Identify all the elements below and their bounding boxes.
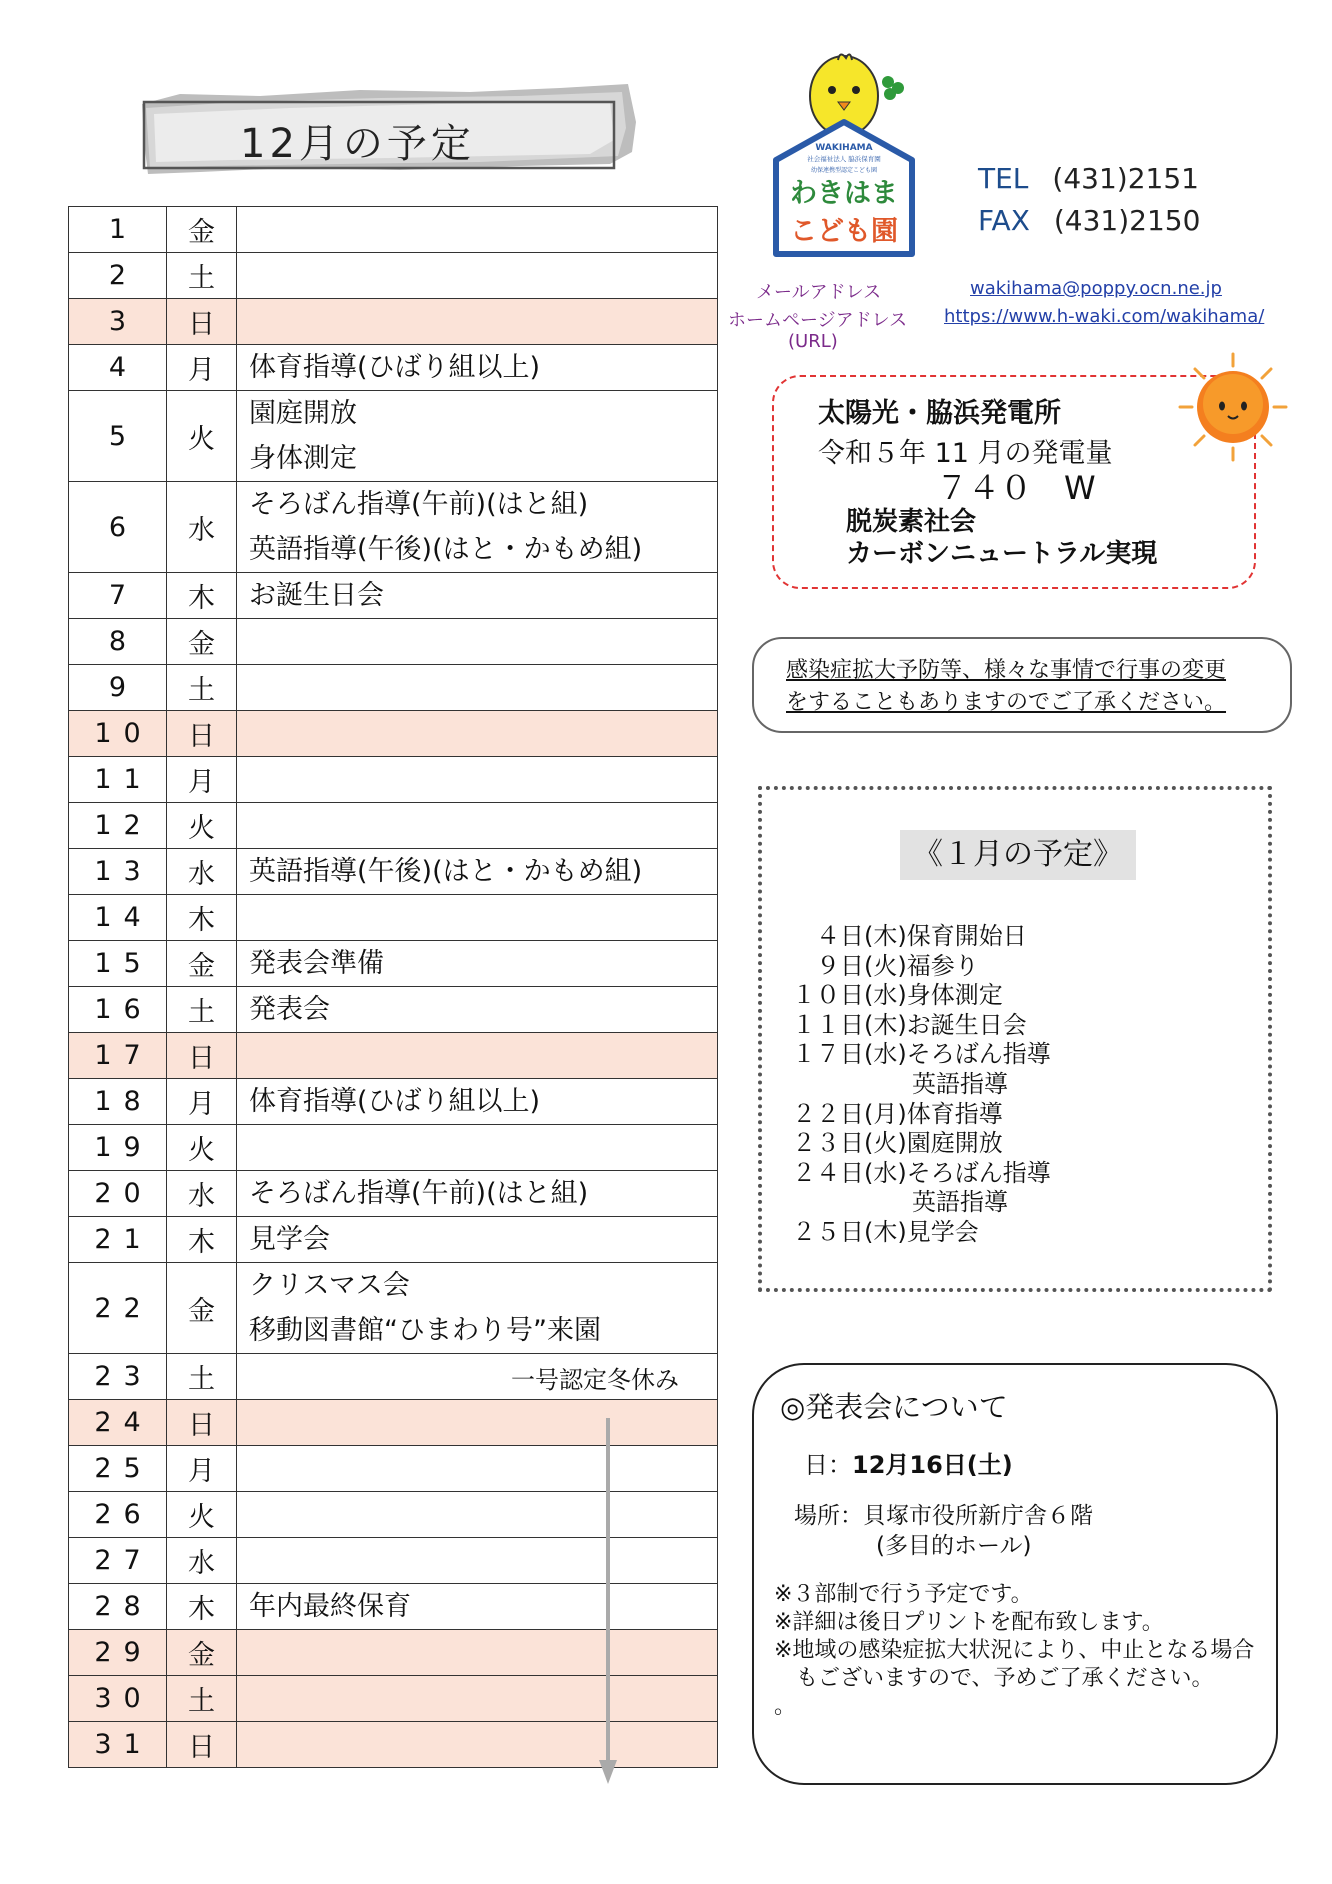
recital-place-label: 場所：: [794, 1503, 863, 1529]
schedule-event: 園庭開放: [249, 398, 357, 429]
schedule-event: 発表会: [249, 994, 330, 1025]
schedule-events: [237, 482, 718, 573]
holiday-label: 一号認定冬休み: [511, 1366, 679, 1394]
schedule-weekday: 日: [167, 1400, 237, 1446]
schedule-event: そろばん指導(午前)(はと組): [249, 489, 589, 520]
schedule-weekday: 木: [167, 573, 237, 619]
schedule-day: 22: [69, 1263, 167, 1354]
schedule-events: [237, 1079, 718, 1125]
schedule-row: [69, 1676, 718, 1722]
schedule-day: 11: [69, 757, 167, 803]
schedule-day: 10: [69, 711, 167, 757]
schedule-events: [237, 1217, 718, 1263]
schedule-row: [69, 1400, 718, 1446]
january-item: 英語指導: [792, 1069, 1008, 1098]
schedule-weekday: 金: [167, 619, 237, 665]
schedule-events: [237, 253, 718, 299]
schedule-event: 年内最終保育: [249, 1591, 411, 1622]
schedule-day: 12: [69, 803, 167, 849]
schedule-day: 5: [69, 391, 167, 482]
schedule-weekday: 月: [167, 757, 237, 803]
schedule-weekday: 火: [167, 1125, 237, 1171]
january-item: ２３日(火)園庭開放: [792, 1129, 1003, 1158]
schedule-day: 18: [69, 1079, 167, 1125]
solar-amount: ７４０ W: [936, 469, 1096, 507]
schedule-day: 7: [69, 573, 167, 619]
schedule-weekday: 金: [167, 941, 237, 987]
schedule-events: [237, 757, 718, 803]
schedule-day: 6: [69, 482, 167, 573]
school-logo: [770, 50, 918, 262]
schedule-day: 20: [69, 1171, 167, 1217]
schedule-row: [69, 391, 718, 482]
schedule-row: [69, 253, 718, 299]
january-schedule-box: [758, 786, 1272, 1292]
holiday-arrow: [598, 1418, 618, 1786]
schedule-events: [237, 391, 718, 482]
schedule-weekday: 水: [167, 849, 237, 895]
schedule-row: [69, 1079, 718, 1125]
schedule-row: [69, 1630, 718, 1676]
schedule-day: 3: [69, 299, 167, 345]
schedule-event: 体育指導(ひばり組以上): [249, 352, 541, 383]
schedule-row: [69, 1354, 718, 1400]
web-sub-label: (URL): [788, 331, 838, 352]
schedule-weekday: 金: [167, 207, 237, 253]
schedule-row: [69, 1722, 718, 1768]
january-list: [792, 922, 1051, 1248]
schedule-event: 発表会準備: [249, 948, 384, 979]
schedule-event: 体育指導(ひばり組以上): [249, 1086, 541, 1117]
schedule-weekday: 水: [167, 1171, 237, 1217]
schedule-event: 見学会: [249, 1224, 330, 1255]
january-item: ９日(火)福参り: [792, 951, 979, 980]
recital-note: ※地域の感染症拡大状況により、中止となる場合: [774, 1638, 1255, 1663]
notice-box: [752, 637, 1292, 733]
recital-note: 。: [774, 1694, 797, 1719]
schedule-day: 31: [69, 1722, 167, 1768]
schedule-weekday: 月: [167, 1446, 237, 1492]
tel-number: (431)2151: [1052, 162, 1199, 195]
schedule-weekday: 金: [167, 1263, 237, 1354]
schedule-day: 29: [69, 1630, 167, 1676]
schedule-row: [69, 665, 718, 711]
schedule-events: [237, 1400, 718, 1446]
solar-goal-1: 脱炭素社会: [846, 507, 977, 537]
schedule-weekday: 土: [167, 1354, 237, 1400]
svg-text:WAKIHAMA: WAKIHAMA: [815, 143, 873, 153]
schedule-events: [237, 803, 718, 849]
schedule-event: クリスマス会: [249, 1270, 410, 1301]
schedule-day: 21: [69, 1217, 167, 1263]
schedule-day: 13: [69, 849, 167, 895]
notice-line-1: 感染症拡大予防等、様々な事情で行事の変更: [786, 658, 1227, 683]
solar-title: 太陽光・脇浜発電所: [818, 398, 1061, 429]
notice-line-2: をすることもありますのでご了承ください。: [786, 690, 1227, 715]
title-banner: [140, 82, 640, 177]
schedule-weekday: 土: [167, 1676, 237, 1722]
schedule-events: [237, 1033, 718, 1079]
january-item: １０日(水)身体測定: [792, 981, 1003, 1010]
schedule-events: [237, 1538, 718, 1584]
schedule-weekday: 木: [167, 1217, 237, 1263]
schedule-weekday: 水: [167, 1538, 237, 1584]
schedule-day: 14: [69, 895, 167, 941]
schedule-day: 9: [69, 665, 167, 711]
schedule-row: [69, 1171, 718, 1217]
schedule-weekday: 月: [167, 1079, 237, 1125]
schedule-events: [237, 1676, 718, 1722]
page-title: 12月の予定: [240, 121, 475, 167]
schedule-day: 15: [69, 941, 167, 987]
schedule-row: [69, 849, 718, 895]
schedule-day: 17: [69, 1033, 167, 1079]
schedule-row: [69, 1538, 718, 1584]
solar-period: 令和５年 11 月の発電量: [818, 438, 1113, 469]
schedule-weekday: 土: [167, 665, 237, 711]
schedule-day: 26: [69, 1492, 167, 1538]
mail-label: メールアドレス: [756, 282, 882, 303]
schedule-row: [69, 1125, 718, 1171]
recital-info-box: [752, 1363, 1278, 1785]
schedule-weekday: 火: [167, 1492, 237, 1538]
schedule-row: [69, 573, 718, 619]
recital-note: ※詳細は後日プリントを配布致します。: [774, 1610, 1164, 1635]
schedule-events: [237, 619, 718, 665]
schedule-day: 24: [69, 1400, 167, 1446]
january-item: ２２日(月)体育指導: [792, 1099, 1003, 1128]
schedule-events: [237, 895, 718, 941]
recital-notes: [774, 1581, 1254, 1721]
tel-label: TEL: [978, 162, 1029, 195]
schedule-events: [237, 345, 718, 391]
schedule-row: [69, 1584, 718, 1630]
january-item: １１日(木)お誕生日会: [792, 1010, 1027, 1039]
svg-text:幼保連携型認定こども園: 幼保連携型認定こども園: [810, 167, 878, 174]
schedule-weekday: 土: [167, 253, 237, 299]
schedule-day: 23: [69, 1354, 167, 1400]
schedule-weekday: 日: [167, 1722, 237, 1768]
schedule-events: [237, 941, 718, 987]
schedule-events: [237, 207, 718, 253]
schedule-event: 英語指導(午後)(はと・かもめ組): [249, 856, 643, 887]
schedule-event: そろばん指導(午前)(はと組): [249, 1178, 589, 1209]
schedule-row: [69, 1446, 718, 1492]
schedule-day: 4: [69, 345, 167, 391]
schedule-day: 25: [69, 1446, 167, 1492]
schedule-row: [69, 207, 718, 253]
schedule-weekday: 水: [167, 482, 237, 573]
schedule-day: 27: [69, 1538, 167, 1584]
recital-date-line: [804, 1445, 1013, 1480]
recital-place-line: [794, 1497, 1093, 1530]
schedule-row: [69, 1492, 718, 1538]
schedule-events: [237, 1492, 718, 1538]
schedule-events: [237, 299, 718, 345]
schedule-day: 1: [69, 207, 167, 253]
web-link[interactable]: https://www.h-waki.com/wakihama/: [944, 306, 1265, 327]
schedule-events: [237, 1263, 718, 1354]
schedule-events: [237, 987, 718, 1033]
schedule-events: [237, 1446, 718, 1492]
schedule-event: 英語指導(午後)(はと・かもめ組): [249, 534, 643, 565]
schedule-events: [237, 1722, 718, 1768]
schedule-row: [69, 757, 718, 803]
schedule-row: [69, 482, 718, 573]
schedule-row: [69, 895, 718, 941]
schedule-weekday: 月: [167, 345, 237, 391]
recital-date: 12月16日(土): [852, 1451, 1013, 1479]
january-item: １７日(水)そろばん指導: [792, 1040, 1051, 1069]
schedule-row: [69, 1263, 718, 1354]
schedule-day: 30: [69, 1676, 167, 1722]
recital-date-label: 日：: [804, 1451, 852, 1479]
january-title: 《１月の予定》: [900, 830, 1136, 880]
schedule-day: 28: [69, 1584, 167, 1630]
schedule-event: 身体測定: [249, 443, 357, 474]
january-item: ４日(木)保育開始日: [792, 922, 1027, 950]
web-label: ホームページアドレス: [728, 310, 908, 331]
schedule-weekday: 日: [167, 299, 237, 345]
tel-line: [978, 162, 1199, 195]
schedule-events: [237, 665, 718, 711]
recital-place: 貝塚市役所新庁舎６階: [863, 1503, 1093, 1529]
schedule-events: [237, 1630, 718, 1676]
schedule-events: [237, 1584, 718, 1630]
january-item: ２４日(水)そろばん指導: [792, 1158, 1051, 1187]
schedule-event: 移動図書館“ひまわり号”来園: [249, 1315, 601, 1346]
schedule-weekday: 木: [167, 1584, 237, 1630]
svg-text:わきはま: わきはま: [790, 178, 898, 209]
schedule-row: [69, 345, 718, 391]
schedule-weekday: 金: [167, 1630, 237, 1676]
recital-place-sub: (多目的ホール): [876, 1533, 1032, 1559]
solar-goal-2: カーボンニュートラル実現: [846, 539, 1158, 569]
schedule-row: [69, 1217, 718, 1263]
fax-number: (431)2150: [1053, 204, 1201, 237]
schedule-day: 2: [69, 253, 167, 299]
schedule-events: [237, 1354, 718, 1400]
schedule-events: [237, 711, 718, 757]
svg-text:社会福祉法人 脇浜保育園: 社会福祉法人 脇浜保育園: [807, 155, 881, 163]
sun-icon: [1178, 352, 1288, 462]
schedule-weekday: 日: [167, 711, 237, 757]
schedule-row: [69, 711, 718, 757]
svg-text:こども園: こども園: [790, 216, 898, 247]
schedule-events: [237, 1125, 718, 1171]
schedule-row: [69, 619, 718, 665]
schedule-row: [69, 803, 718, 849]
december-schedule-table: [68, 206, 718, 1768]
schedule-row: [69, 299, 718, 345]
recital-note: もございますので、予めご了承ください。: [774, 1666, 1214, 1691]
schedule-weekday: 日: [167, 1033, 237, 1079]
schedule-day: 8: [69, 619, 167, 665]
schedule-weekday: 木: [167, 895, 237, 941]
schedule-weekday: 火: [167, 391, 237, 482]
schedule-weekday: 火: [167, 803, 237, 849]
fax-label: FAX: [978, 204, 1030, 237]
schedule-day: 19: [69, 1125, 167, 1171]
january-item: 英語指導: [792, 1188, 1008, 1217]
schedule-day: 16: [69, 987, 167, 1033]
january-item: ２５日(木)見学会: [792, 1217, 979, 1246]
schedule-events: [237, 849, 718, 895]
schedule-events: [237, 1171, 718, 1217]
recital-note: ※３部制で行う予定です。: [774, 1582, 1033, 1607]
mail-link[interactable]: wakihama@poppy.ocn.ne.jp: [970, 278, 1222, 299]
schedule-row: [69, 987, 718, 1033]
schedule-row: [69, 941, 718, 987]
schedule-events: [237, 573, 718, 619]
fax-line: [978, 204, 1200, 237]
recital-heading: ◎発表会について: [780, 1390, 1008, 1424]
schedule-row: [69, 1033, 718, 1079]
schedule-weekday: 土: [167, 987, 237, 1033]
schedule-event: お誕生日会: [249, 580, 384, 611]
